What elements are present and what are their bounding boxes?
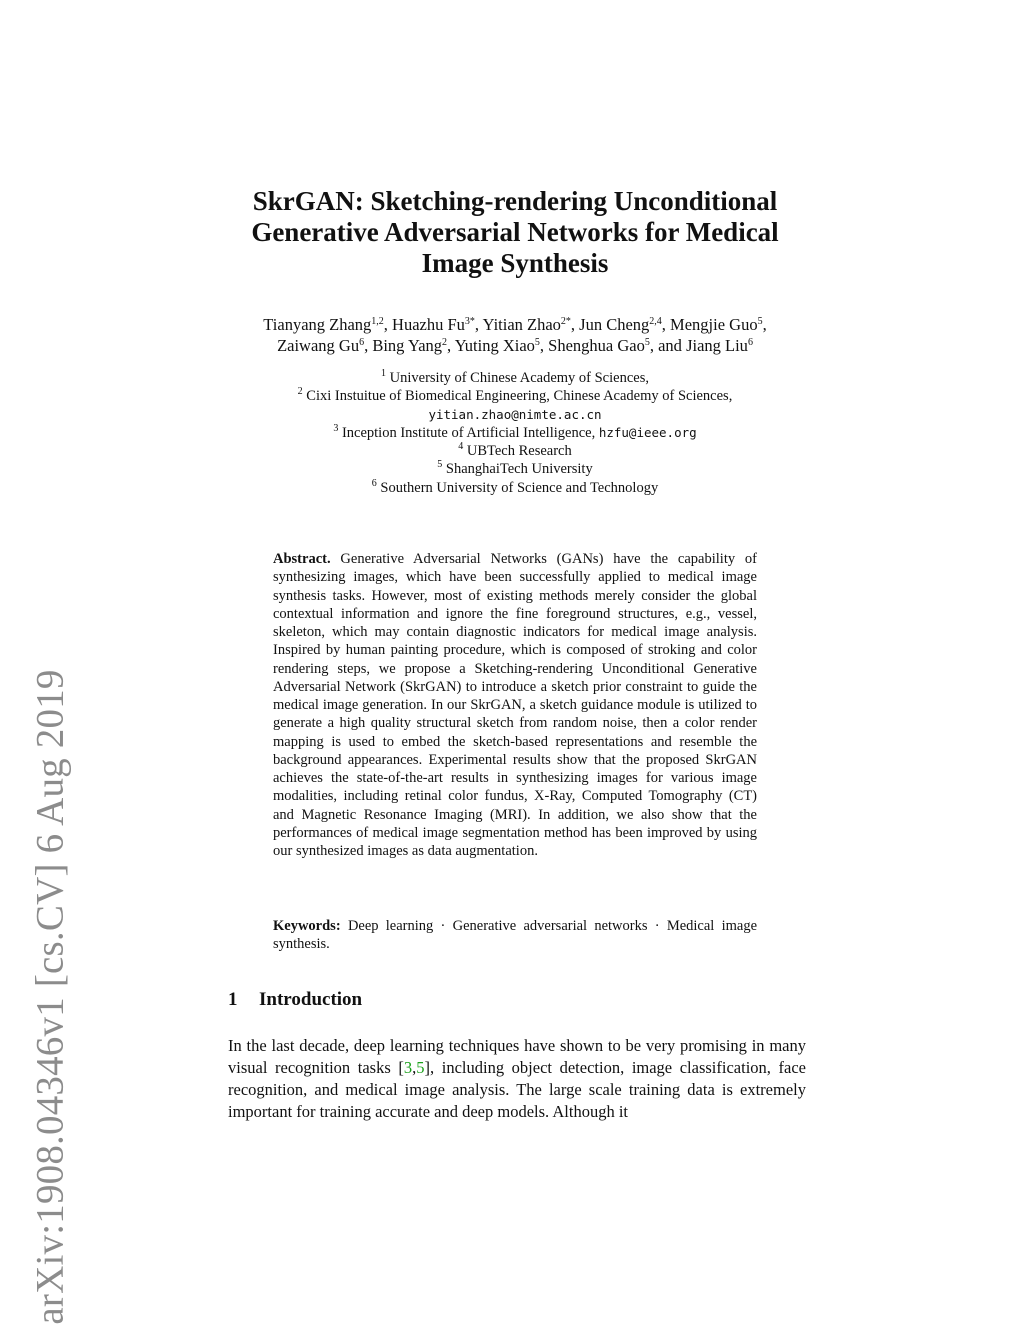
author-name: Shenghua Gao: [548, 336, 645, 355]
title-line: SkrGAN: Sketching-rendering Unconditional: [252, 186, 778, 216]
author-name: Tianyang Zhang: [263, 315, 372, 334]
author-separator: ,: [364, 336, 373, 355]
affiliation-email-line: [180, 406, 850, 424]
affiliation-number: 3: [333, 422, 339, 434]
intro-text: In the last decade, deep learning techniques have shown to be very promising in many visual recognition tasks [: [228, 1036, 806, 1077]
author-affil-mark: 5: [757, 316, 763, 327]
affiliation: [180, 479, 850, 497]
abstract: [273, 550, 757, 860]
author-name: Bing Yang: [372, 336, 443, 355]
author-name: Zaiwang Gu: [277, 336, 360, 355]
email-link[interactable]: hzfu@ieee.org: [598, 424, 697, 440]
author-line: [180, 314, 850, 335]
author-name: Jun Cheng: [579, 315, 650, 334]
affiliation: [180, 369, 850, 387]
author-separator: ,: [570, 315, 580, 334]
author-affil-mark: 3*: [464, 316, 475, 327]
affiliation-text: University of Chinese Academy of Sciences,: [389, 370, 649, 386]
title-line: Image Synthesis: [421, 248, 609, 278]
abstract-text: Generative Adversarial Networks (GANs) have the capability of synthesizing images, which have been successfully applied to medical image synthesis tasks. However, most of existing methods merely consider the global contextual information and ignore the fine foreground structures, e.g., vessel, skeleton, which may contain diagnostic indicators for medical image analysis. Inspired by human painting procedure, which is composed of stroking and color rendering steps, we propose a Sketching-rendering Unconditional Generative Adversarial Network (SkrGAN) to introduce a sketch prior constraint to guide the medical image generation. In our SkrGAN, a sketch guidance module is utilized to generate a high quality structural sketch from random noise, then a color render mapping is used to embed the sketch-based representations and resemble the background appearances. Experimental results show that the proposed SkrGAN achieves the state-of-the-art results in synthesizing images for various image modalities, including retinal color fundus, X-Ray, Computed Tomography (CT) and Magnetic Resonance Imaging (MRI). In addition, we also show that the performances of medical image segmentation method has been improved by using our synthesized images as data augmentation.: [273, 551, 758, 859]
author-name: Yuting Xiao: [454, 336, 535, 355]
citation-link[interactable]: 5: [416, 1058, 425, 1077]
author-name: Huazhu Fu: [392, 315, 465, 334]
affiliation-list: [180, 369, 850, 497]
arxiv-stamp: [20, 355, 80, 1325]
affiliation-number: 5: [437, 459, 443, 471]
keywords-text: Deep learning · Generative adversarial networks · Medical image synthesis.: [273, 918, 758, 953]
section-title: Introduction: [259, 989, 363, 1010]
author-name: Jiang Liu: [686, 336, 748, 355]
author-separator: ,: [762, 315, 767, 334]
author-affil-mark: 2*: [560, 316, 571, 327]
affiliation: [180, 424, 850, 442]
author-separator: ,: [383, 315, 393, 334]
section-heading: [228, 989, 362, 1011]
author-separator: ,: [661, 315, 671, 334]
author-affil-mark: 2,4: [649, 316, 662, 327]
arxiv-stamp-text: arXiv:1908.04346v1 [cs.CV] 6 Aug 2019: [28, 669, 72, 1325]
author-separator: ,: [447, 336, 455, 355]
author-separator: ,: [539, 336, 549, 355]
affiliation-text: UBTech Research: [466, 443, 572, 460]
author-affil-mark: 1,2: [371, 316, 384, 327]
author-list: [180, 314, 850, 356]
author-affil-mark: 2: [442, 337, 448, 348]
affiliation-text: Inception Institute of Artificial Intelligence,: [341, 424, 599, 441]
citation-separator: ,: [412, 1058, 417, 1077]
affiliation: [180, 387, 850, 405]
author-affil-mark: 6: [359, 337, 365, 348]
title-line: Generative Adversarial Networks for Medical: [251, 217, 779, 247]
author-affil-mark: 5: [534, 337, 540, 348]
affiliation: [180, 442, 850, 460]
section-number: 1: [228, 989, 238, 1010]
abstract-label: Abstract.: [273, 551, 331, 567]
keywords: [273, 917, 757, 954]
affiliation-number: 1: [381, 368, 387, 379]
affiliation-text: Southern University of Science and Technology: [380, 479, 659, 496]
author-line: [180, 335, 850, 356]
affiliation-number: 4: [458, 441, 464, 453]
author-name: Mengjie Guo: [670, 315, 758, 334]
affiliation-number: 2: [297, 386, 303, 398]
affiliation-text: ShanghaiTech University: [445, 461, 593, 478]
intro-text: ], including object detection, image classification, face recognition, and medical image analysis. The large scale training data is extremely important for training accurate and deep models. Although it: [228, 1058, 806, 1121]
email-link[interactable]: yitian.zhao@nimte.ac.cn: [428, 406, 602, 422]
keywords-label: Keywords:: [273, 918, 341, 934]
paper-title: [150, 186, 880, 279]
affiliation-text: Cixi Instuitue of Biomedical Engineering, Chinese Academy of Sciences,: [306, 388, 733, 405]
author-affil-mark: 5: [644, 337, 650, 348]
affiliation: [180, 460, 850, 478]
author-separator: , and: [649, 336, 687, 355]
author-name: Yitian Zhao: [482, 315, 561, 334]
author-affil-mark: 6: [747, 337, 753, 348]
citation-link[interactable]: 3: [403, 1058, 413, 1077]
author-separator: ,: [474, 315, 483, 334]
affiliation-number: 6: [371, 477, 377, 489]
intro-paragraph: [228, 1035, 806, 1123]
